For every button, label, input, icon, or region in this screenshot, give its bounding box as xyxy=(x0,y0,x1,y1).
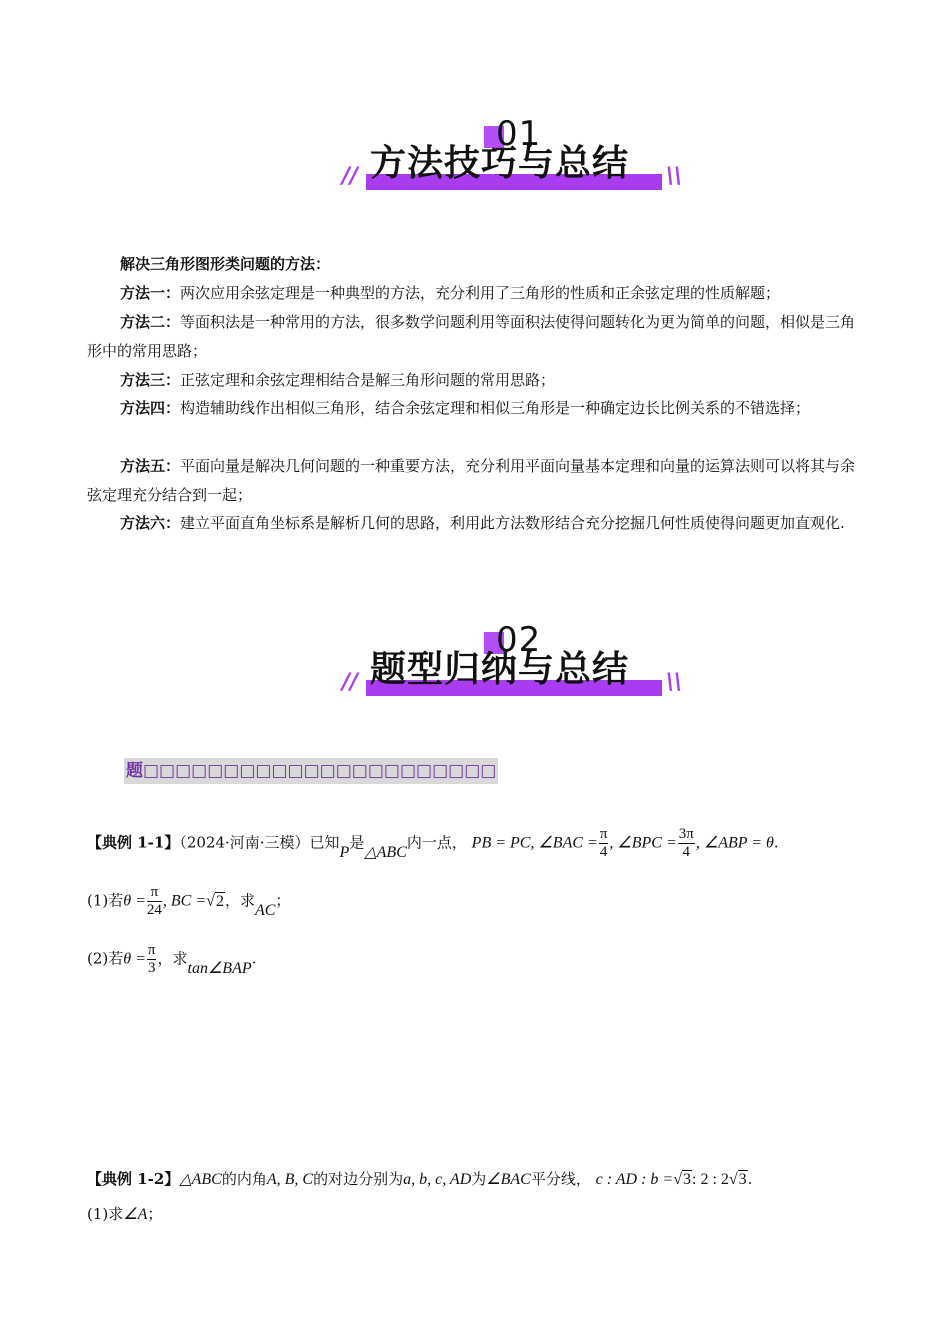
triangle-abc: △ABC xyxy=(364,843,407,861)
text: 为 xyxy=(471,1170,487,1188)
angles-abc: A, B, C xyxy=(266,1171,314,1188)
method-2 xyxy=(87,308,859,366)
sides-abcad: a, b, c, AD xyxy=(403,1171,472,1188)
angle-bac: ∠BAC xyxy=(486,1171,531,1188)
text-end: . xyxy=(251,949,257,968)
frac-den: 4 xyxy=(599,844,608,860)
ratio-part-b: : 2 : 2 xyxy=(692,1171,729,1188)
method-text: 正弦定理和余弦定理相结合是解三角形问题的常用思路； xyxy=(180,371,556,389)
target-angle-a: ∠A xyxy=(123,1206,148,1223)
section-title: 题型归纳与总结 xyxy=(370,649,630,690)
example-1-1-q1 xyxy=(87,884,290,919)
method-text: 构造辅助线作出相似三角形，结合余弦定理和相似三角形是一种确定边长比例关系的不错选择； xyxy=(180,399,811,417)
text-is: 是 xyxy=(349,833,365,852)
section-number: 01 xyxy=(496,114,542,154)
method-label: 方法四： xyxy=(120,399,181,417)
ratio-part-a: c : AD : b = xyxy=(595,1171,674,1188)
topic-heading: 题□□□□□□□□□□□□□□□□□□□□□□ xyxy=(124,758,498,784)
section-title: 方法技巧与总结 xyxy=(370,143,630,184)
frac-num: 3π xyxy=(678,826,694,842)
question-prefix: (2)若 xyxy=(87,949,124,968)
method-text: 两次应用余弦定理是一种典型的方法，充分利用了三角形的性质和正余弦定理的性质解题； xyxy=(180,284,781,302)
question-prefix: (1)求 xyxy=(87,1205,124,1223)
example-1-2 xyxy=(87,1168,752,1191)
frac-den: 3 xyxy=(147,960,156,976)
text-end: ； xyxy=(147,1205,163,1223)
method-label: 方法五： xyxy=(120,457,181,475)
method-3 xyxy=(87,366,859,395)
condition-2: , ∠BPC = xyxy=(609,834,677,852)
method-4 xyxy=(87,394,859,423)
example-1-1-q2 xyxy=(87,942,256,977)
text-end: ； xyxy=(275,891,291,910)
section-number: 02 xyxy=(496,620,542,660)
condition-1: PB = PC, ∠BAC = xyxy=(471,834,598,852)
condition-3: , ∠ABP = θ xyxy=(695,834,774,852)
radicand: 3 xyxy=(683,1171,691,1188)
example-1-2-q1 xyxy=(87,1203,162,1226)
decor-slash-right-icon: \\ xyxy=(666,164,683,189)
point-p: P xyxy=(339,843,350,861)
decor-slash-left-icon: // xyxy=(342,164,359,189)
example-label: 【典例 1-1】 xyxy=(87,833,180,852)
text-end: . xyxy=(747,1170,753,1188)
question-prefix: (1)若 xyxy=(87,891,124,910)
text: 的对边分别为 xyxy=(313,1170,404,1188)
frac-num: π xyxy=(599,826,608,842)
section-header-2 xyxy=(0,620,950,730)
method-5 xyxy=(87,452,859,510)
theta-eq: θ = xyxy=(123,892,146,910)
theta-eq: θ = xyxy=(123,950,146,968)
sqrt-3: √3 xyxy=(728,1171,747,1188)
bc-eq: , BC = xyxy=(162,892,207,910)
decor-slash-right-icon: \\ xyxy=(666,670,683,695)
method-text: 等面积法是一种常用的方法，很多数学问题利用等面积法使得问题转化为更为简单的问题，相似是三角形中的常用思路； xyxy=(87,313,856,360)
method-text: 平面向量是解决几何问题的一种重要方法，充分利用平面向量基本定理和向量的运算法则可以将其与余弦定理充分结合到一起； xyxy=(87,457,856,504)
frac-den: 4 xyxy=(682,844,691,860)
methods-intro: 解决三角形图形类问题的方法： xyxy=(120,255,331,273)
text-ask: ，求 xyxy=(224,891,255,910)
text-end: . xyxy=(773,833,779,852)
method-text: 建立平面直角坐标系是解析几何的思路，利用此方法数形结合充分挖掘几何性质使得问题更加直观化. xyxy=(180,514,845,532)
section-header-1 xyxy=(0,114,950,224)
example-label: 【典例 1-2】 xyxy=(87,1170,180,1188)
frac-num: π xyxy=(147,884,162,902)
fraction-pi-4 xyxy=(599,826,609,861)
example-source: （2024·河南·三模）已知 xyxy=(179,833,340,852)
text: 的内角 xyxy=(221,1170,267,1188)
text-ask: ，求 xyxy=(157,949,188,968)
method-6 xyxy=(87,509,859,538)
method-label: 方法一： xyxy=(120,284,181,302)
fraction-pi-3 xyxy=(147,942,157,977)
target-ac: AC xyxy=(254,901,276,919)
target-tan-bap: tan∠BAP xyxy=(187,959,252,977)
text-inside: 内一点， xyxy=(406,833,467,852)
method-label: 方法二： xyxy=(120,313,181,331)
method-label: 方法三： xyxy=(120,371,181,389)
text: 平分线， xyxy=(530,1170,591,1188)
frac-num: π xyxy=(147,942,156,958)
frac-den: 24 xyxy=(146,902,162,918)
method-label: 方法六： xyxy=(120,514,181,532)
method-1 xyxy=(87,279,859,308)
sqrt-3: √3 xyxy=(673,1171,691,1188)
fraction-3pi-4 xyxy=(678,826,695,861)
radicand: 2 xyxy=(215,892,224,910)
fraction-pi-24 xyxy=(147,884,162,919)
sqrt-2: √2 xyxy=(206,892,224,910)
radicand: 3 xyxy=(738,1171,747,1188)
triangle-abc: △ABC xyxy=(179,1171,222,1188)
decor-slash-left-icon: // xyxy=(342,670,359,695)
example-1-1 xyxy=(87,826,779,861)
